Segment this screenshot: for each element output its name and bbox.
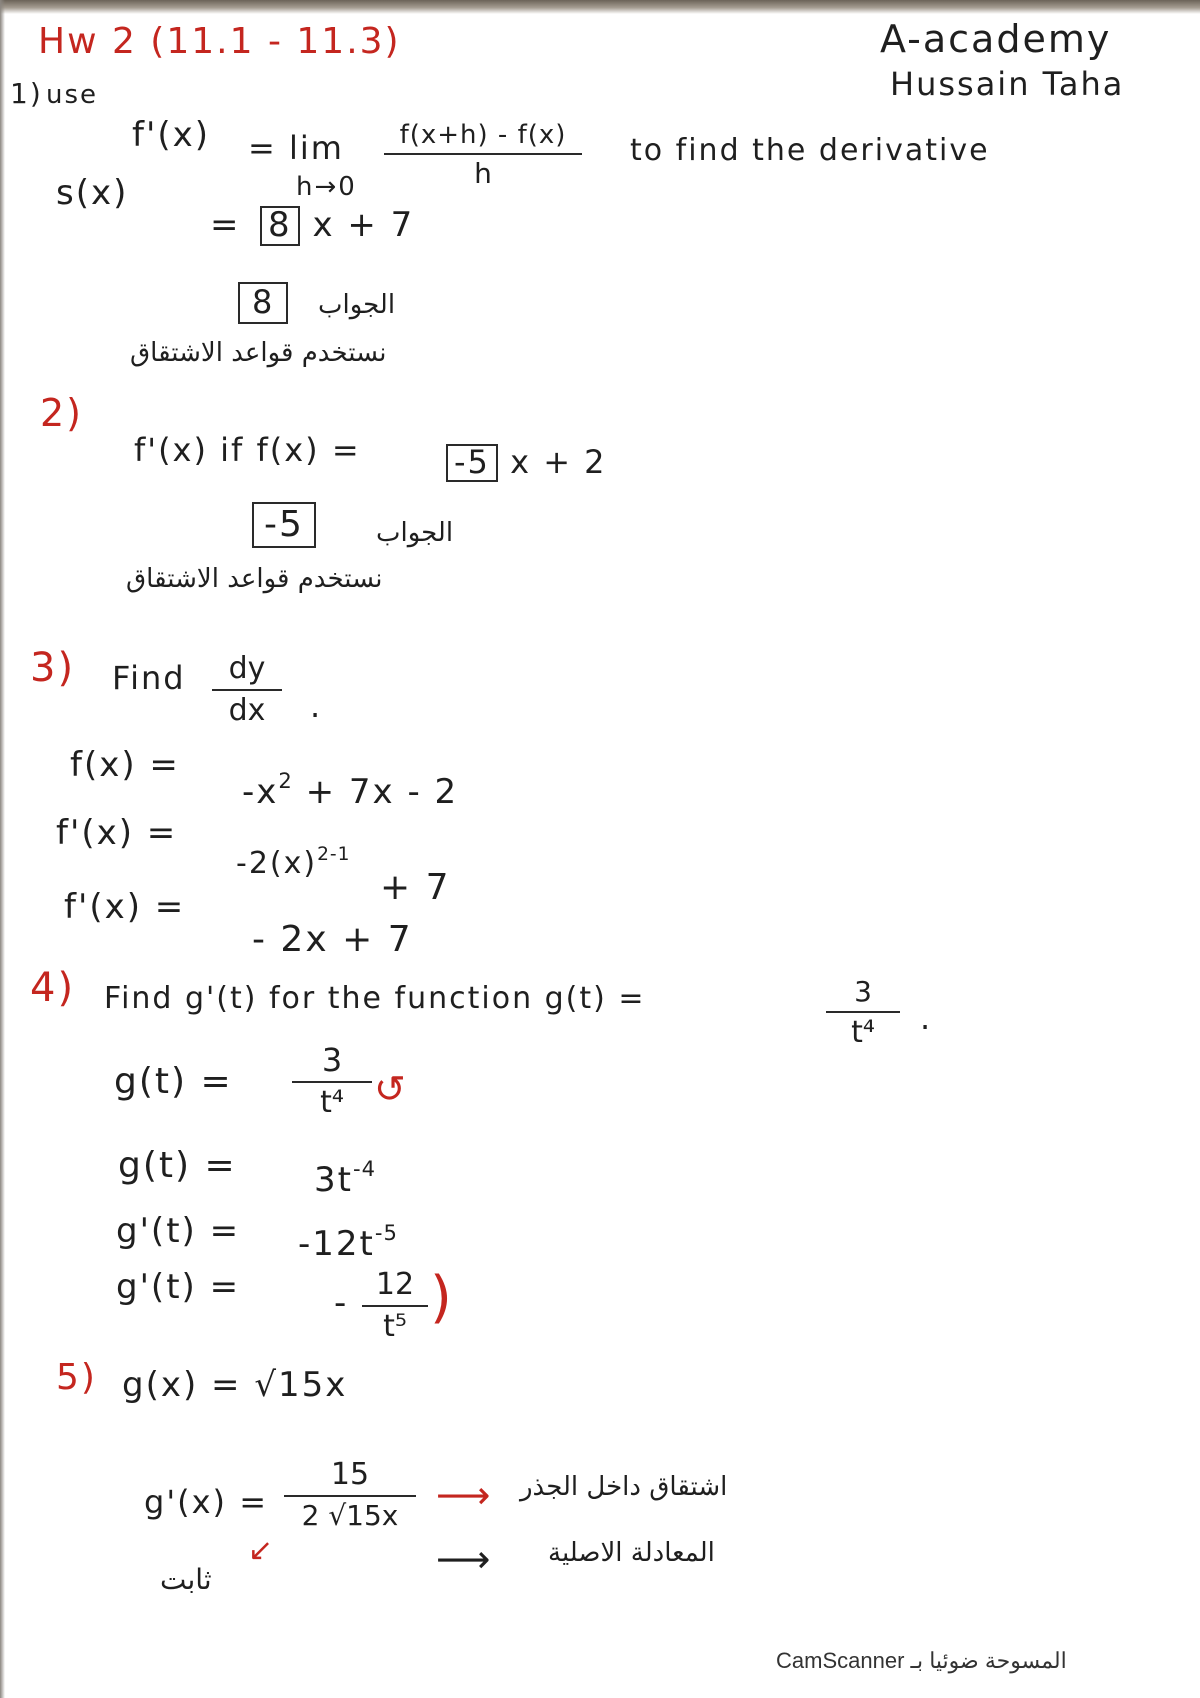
camscanner-footer: CamScanner المسوحة ضوئيا بـ bbox=[776, 1648, 1067, 1673]
hw-title: Hw 2 (11.1 - 11.3) bbox=[38, 21, 401, 62]
q2-answer-label: الجواب bbox=[376, 518, 454, 548]
q3-line2-exp: 2-1 bbox=[317, 844, 351, 865]
q3-text: Find bbox=[112, 659, 186, 697]
q4-s2-lhs: g(t) = bbox=[118, 1145, 237, 1186]
q1-number: 1) bbox=[10, 77, 43, 110]
q1-note: نستخدم قواعد الاشتقاق bbox=[130, 338, 387, 368]
q5-arrow-num: ⟶ bbox=[436, 1473, 493, 1517]
academy-name: A-academy bbox=[880, 17, 1112, 61]
q3-line3-rhs: - 2x + 7 bbox=[252, 919, 413, 960]
q4-frac-bar bbox=[826, 1011, 900, 1013]
q4-s4-frac bbox=[362, 1267, 428, 1344]
q1-fprime: f'(x) bbox=[132, 115, 210, 155]
q3-number: 3) bbox=[30, 645, 76, 691]
q2-coef-box: -5 bbox=[446, 444, 498, 482]
q5-note-num: اشتقاق داخل الجذر bbox=[520, 1472, 728, 1502]
q2-answer-box bbox=[252, 502, 316, 548]
q1-answer-box bbox=[238, 282, 288, 324]
q3-line1-lhs: f(x) = bbox=[70, 745, 180, 785]
q3-line1-a: -x bbox=[242, 771, 279, 812]
q4-given-frac bbox=[826, 975, 900, 1050]
q1-lim-sub: h→0 bbox=[296, 172, 357, 202]
q1-difference-quotient bbox=[384, 122, 582, 188]
q4-s1-den: t⁴ bbox=[320, 1085, 344, 1120]
q4-s3-lhs: g'(t) = bbox=[116, 1211, 241, 1251]
q3-frac-den: dx bbox=[228, 693, 266, 728]
q5-deriv-den: 2 √15x bbox=[301, 1499, 399, 1532]
q5-number: 5) bbox=[56, 1357, 97, 1398]
q4-s4-num: 12 bbox=[375, 1267, 415, 1302]
q3-line2-b: + 7 bbox=[380, 867, 451, 908]
q4-s4-red-bracket: ) bbox=[430, 1265, 454, 1330]
q4-s4-den: t⁵ bbox=[383, 1309, 407, 1344]
q4-period: . bbox=[920, 999, 933, 1037]
q4-s1-bar bbox=[292, 1081, 372, 1083]
q2-tail: x + 2 bbox=[510, 443, 607, 481]
q1-tail: x + 7 bbox=[312, 205, 415, 245]
q4-text: Find g'(t) for the function g(t) = bbox=[104, 981, 646, 1016]
q1-frac-bar bbox=[384, 153, 582, 155]
q5-func: g(x) = √15x bbox=[122, 1365, 348, 1405]
q1-func: s(x) bbox=[56, 173, 129, 213]
q4-s1-red-mark: ↺ bbox=[374, 1067, 408, 1111]
q4-s1-num: 3 bbox=[321, 1041, 343, 1079]
q4-s1-lhs: g(t) = bbox=[114, 1061, 233, 1102]
q4-s4-lhs: g'(t) = bbox=[116, 1267, 241, 1307]
q4-s2-base: 3t bbox=[314, 1159, 353, 1200]
q1-frac-den: h bbox=[474, 157, 492, 190]
q1-rest: to find the derivative bbox=[630, 133, 990, 168]
q1-eq-lim: = lim bbox=[248, 129, 344, 167]
q3-period: . bbox=[310, 687, 323, 725]
q3-line1-b: + 7x - 2 bbox=[305, 771, 459, 812]
q2-expression bbox=[446, 444, 607, 482]
q5-deriv-bar bbox=[284, 1495, 416, 1497]
q5-deriv-frac bbox=[284, 1457, 416, 1532]
q4-frac-den: t⁴ bbox=[851, 1015, 875, 1050]
q3-line2-rhs bbox=[236, 844, 351, 882]
scan-edge-top bbox=[0, 0, 1200, 14]
q3-frac-num: dy bbox=[228, 651, 266, 686]
q5-deriv-lhs: g'(x) = bbox=[144, 1483, 268, 1521]
scan-edge-left bbox=[0, 0, 5, 1698]
q4-s3-base: -12t bbox=[298, 1223, 375, 1264]
q4-frac-num: 3 bbox=[854, 975, 872, 1008]
q2-text: f'(x) if f(x) = bbox=[134, 431, 361, 469]
q1-coef-box: 8 bbox=[260, 206, 300, 246]
q4-s4-sign: - bbox=[334, 1283, 349, 1323]
q1-frac-num: f(x+h) - f(x) bbox=[399, 120, 567, 150]
q1-eq: = bbox=[210, 205, 241, 245]
q3-line1-rhs bbox=[242, 768, 459, 812]
q2-note: نستخدم قواعد الاشتقاق bbox=[126, 564, 383, 594]
q5-deriv-num: 15 bbox=[330, 1457, 370, 1492]
q2-number: 2) bbox=[40, 391, 84, 435]
q3-frac-bar bbox=[212, 689, 282, 691]
q1-answer-value: 8 bbox=[238, 282, 288, 324]
q2-answer-value: -5 bbox=[252, 502, 316, 548]
q5-arrow-den: ⟶ bbox=[436, 1537, 493, 1581]
q4-s2-exp: -4 bbox=[352, 1156, 376, 1181]
q3-line3-lhs: f'(x) = bbox=[64, 887, 186, 927]
q4-s4-bar bbox=[362, 1305, 428, 1307]
q3-line2-a: -2(x) bbox=[236, 846, 318, 882]
q1-lead: use bbox=[46, 80, 99, 110]
q3-dydx bbox=[212, 651, 282, 728]
q4-s3-rhs bbox=[298, 1220, 398, 1264]
q3-line2-lhs: f'(x) = bbox=[56, 813, 178, 853]
author-name: Hussain Taha bbox=[890, 65, 1125, 103]
q3-line1-exp: 2 bbox=[278, 768, 293, 793]
q4-number: 4) bbox=[30, 965, 76, 1011]
q1-answer-label: الجواب bbox=[318, 290, 396, 320]
q4-s3-exp: -5 bbox=[374, 1220, 398, 1245]
q1-expression bbox=[260, 206, 414, 246]
q4-s2-rhs bbox=[314, 1156, 376, 1200]
q5-const-arrow: ↙ bbox=[248, 1533, 276, 1568]
q5-const-note: ثابت bbox=[160, 1563, 212, 1596]
q4-s1-frac bbox=[292, 1041, 372, 1120]
q5-note-den: المعادلة الاصلية bbox=[548, 1538, 715, 1568]
